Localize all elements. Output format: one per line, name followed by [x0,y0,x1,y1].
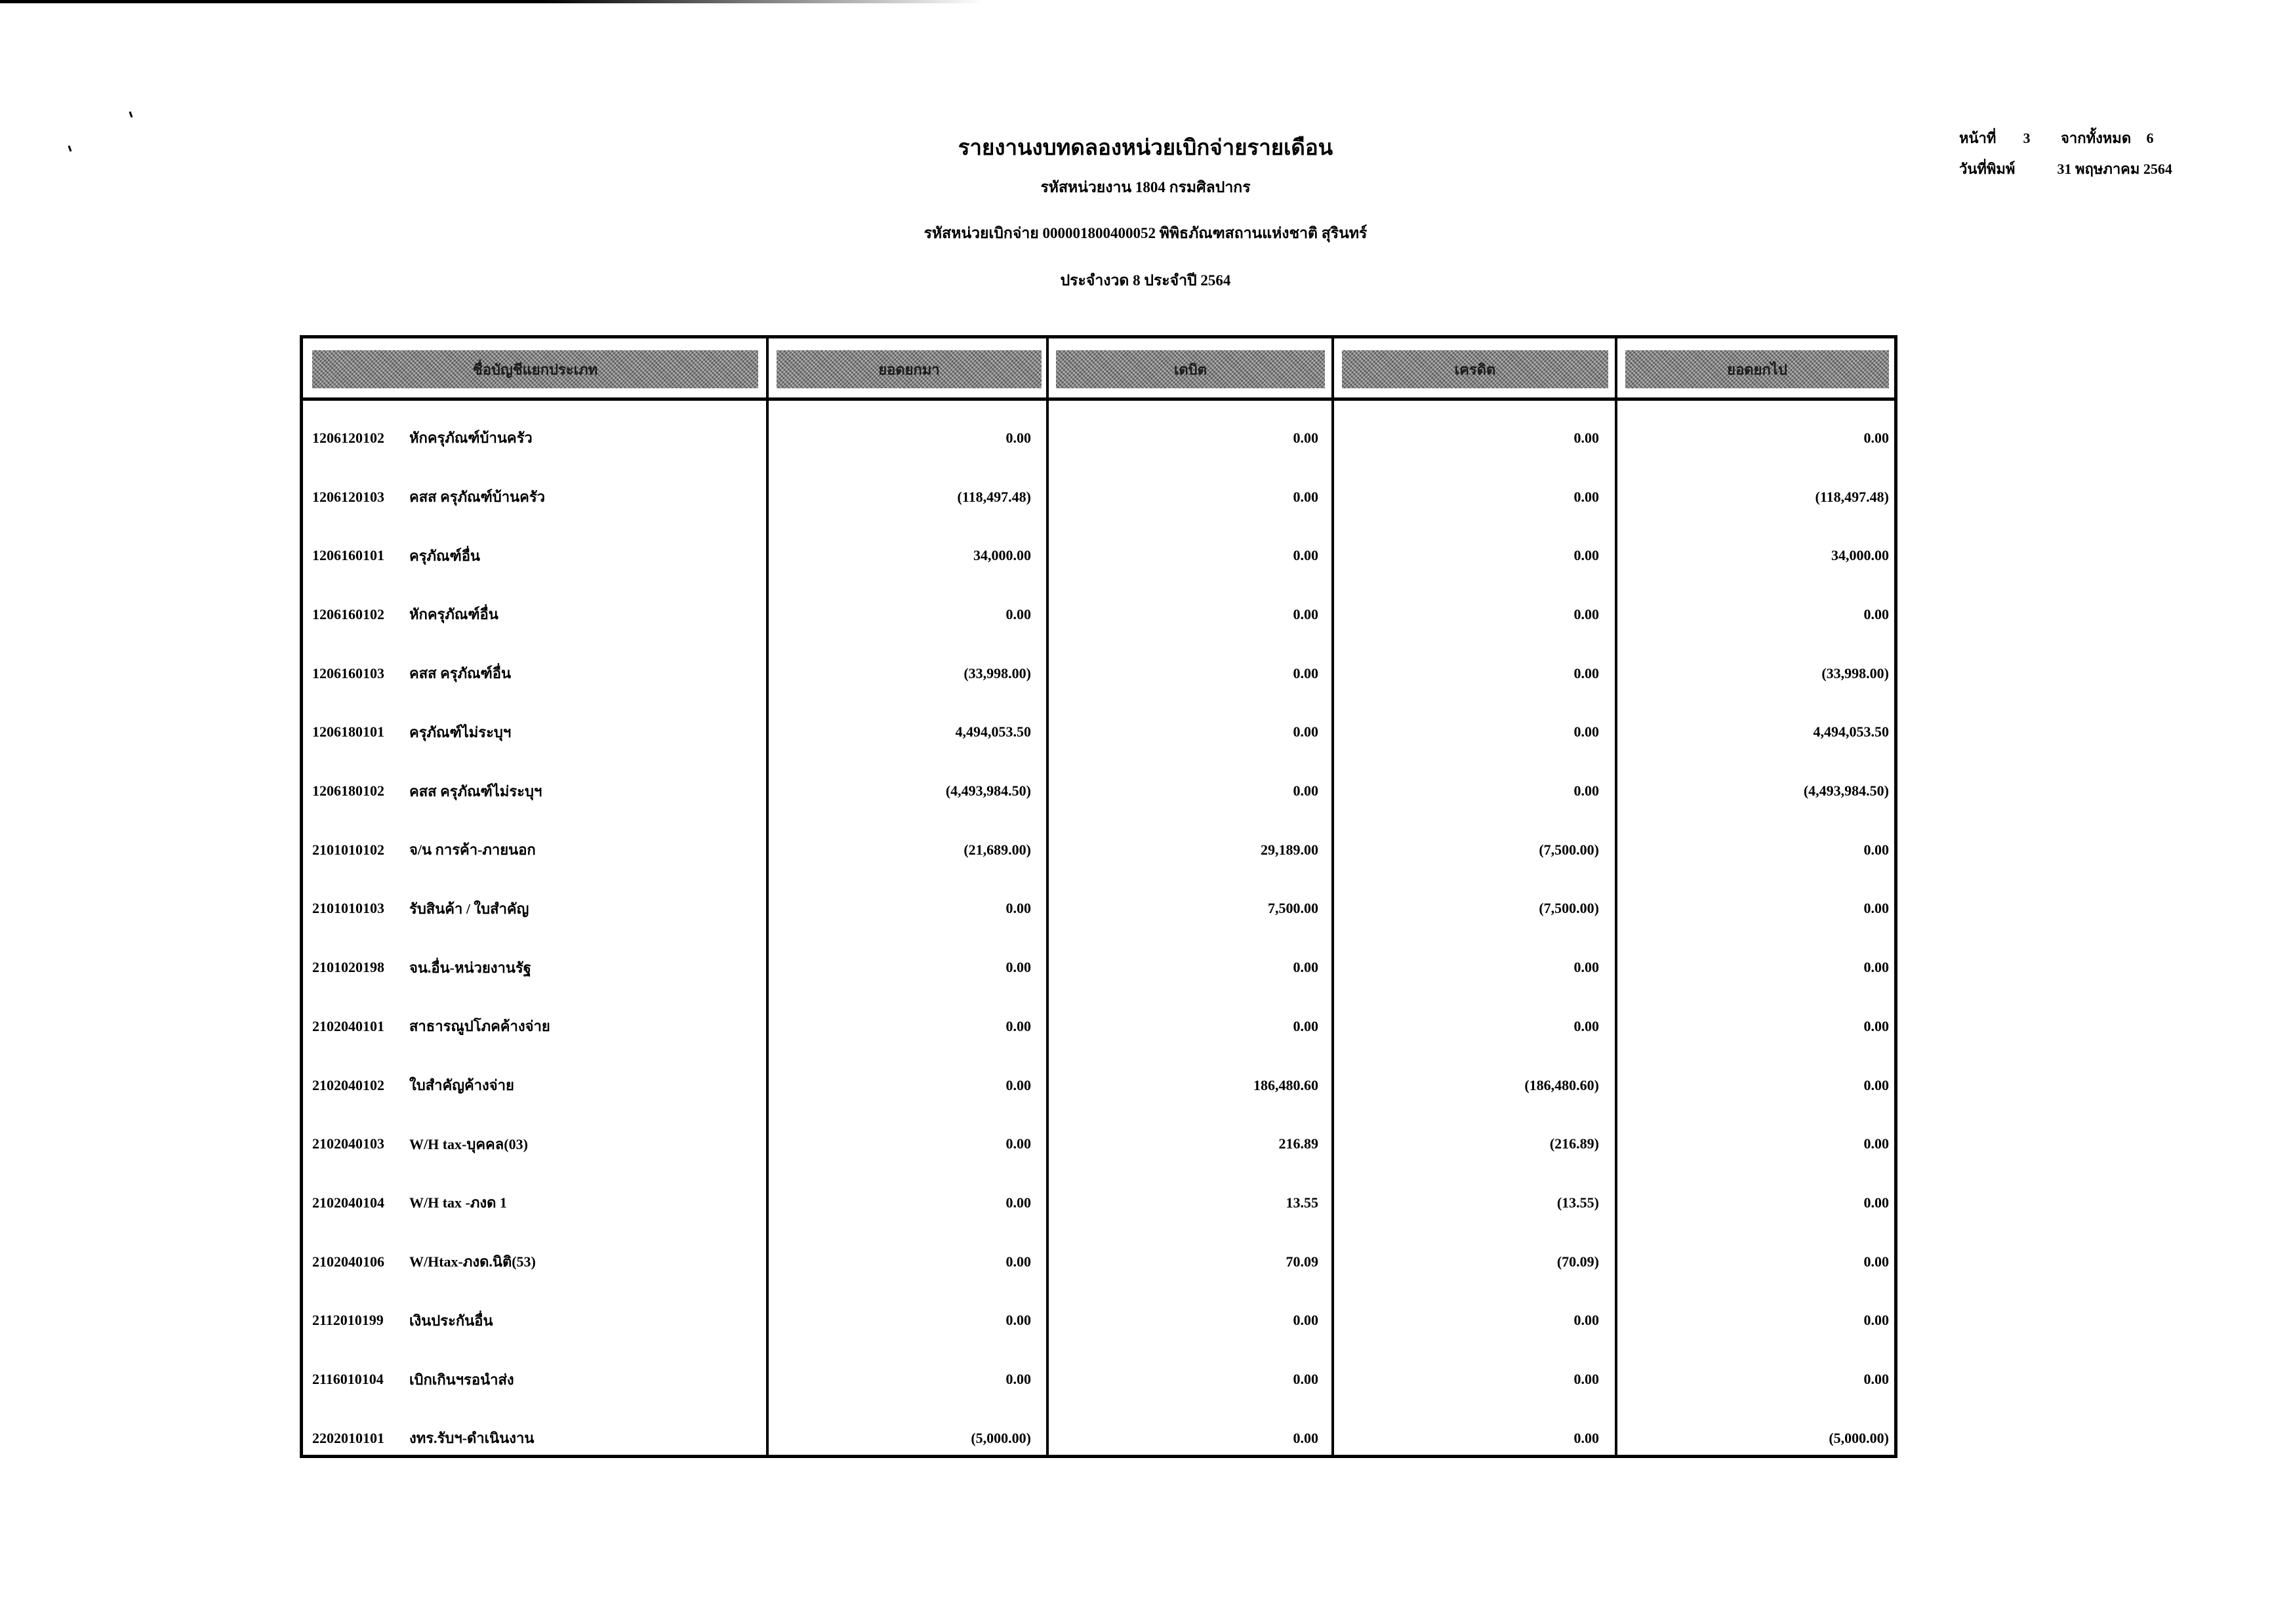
cell-opening: 4,494,053.50 [955,723,1031,741]
table-row [303,409,1894,468]
cell-name: W/H tax -ภงด 1 [409,1194,507,1211]
cell-debit: 0.00 [1293,605,1318,622]
cell-debit: 13.55 [1286,1194,1318,1211]
table-row [303,1056,1894,1115]
column-header-opening: ยอดยกมา [777,350,1042,388]
page-number: 3 [2023,130,2031,146]
cell-opening: 0.00 [1005,1312,1031,1329]
cell-code: 2101020198 [312,959,384,976]
table-row [303,880,1894,939]
header-divider [303,397,1894,401]
table-row [303,1291,1894,1350]
cell-code: 2101010103 [312,900,384,917]
cell-opening: (5,000.00) [971,1429,1031,1446]
cell-code: 2116010104 [312,1371,384,1388]
cell-name: เงินประกันอื่น [409,1312,493,1329]
cell-name: หักครุภัณฑ์อื่น [409,606,498,623]
cell-debit: 0.00 [1293,959,1318,976]
cell-debit: 29,189.00 [1261,841,1318,858]
cell-opening: (118,497.48) [957,488,1031,505]
table-row [303,644,1894,703]
cell-name: จน.อื่น-หน่วยงานรัฐ [409,959,531,976]
cell-closing: 0.00 [1863,1253,1889,1270]
cell-closing: 0.00 [1863,841,1889,858]
total-label: จากทั้งหมด [2061,130,2132,146]
cell-credit: 0.00 [1573,1017,1599,1034]
cell-credit: (13.55) [1556,1194,1599,1211]
cell-opening: 0.00 [1005,1135,1031,1152]
scan-edge-artifact [0,0,984,3]
cell-credit: (7,500.00) [1539,900,1599,917]
cell-opening: (33,998.00) [963,664,1031,681]
table-row [303,1114,1894,1173]
cell-name: งทร.รับฯ-ดำเนินงาน [409,1430,535,1447]
cell-name: สาธารณูปโภคค้างจ่าย [409,1018,550,1035]
table-row [303,468,1894,527]
cell-debit: 0.00 [1293,1017,1318,1034]
department-line: รหัสหน่วยงาน 1804 กรมศิลปากร [1040,179,1251,195]
cell-debit: 0.00 [1293,1429,1318,1446]
table-row [303,1232,1894,1291]
cell-credit: (70.09) [1556,1253,1599,1270]
cell-code: 1206180101 [312,723,384,741]
cell-closing: 0.00 [1863,959,1889,976]
cell-debit: 216.89 [1278,1135,1318,1152]
cell-debit: 0.00 [1293,488,1318,505]
cell-debit: 70.09 [1286,1253,1318,1270]
cell-opening: 0.00 [1005,605,1031,622]
cell-closing: 0.00 [1863,429,1889,446]
column-header-debit: เดบิต [1056,350,1325,388]
cell-credit: 0.00 [1573,782,1599,800]
cell-code: 2101010102 [312,841,384,858]
cell-credit: (7,500.00) [1539,841,1599,858]
cell-code: 2102040101 [312,1017,384,1034]
column-header-account: ชื่อบัญชีแยกประเภท [312,350,758,388]
cell-closing: 0.00 [1863,1135,1889,1152]
table-row [303,938,1894,997]
print-date-label: วันที่พิมพ์ [1959,161,2016,177]
cell-code: 2102040103 [312,1135,384,1152]
cell-debit: 186,480.60 [1253,1076,1318,1093]
cell-debit: 0.00 [1293,1312,1318,1329]
cell-closing: 0.00 [1863,900,1889,917]
table-row [303,703,1894,762]
cell-credit: 0.00 [1573,723,1599,741]
cell-credit: 0.00 [1573,605,1599,622]
table-row [303,526,1894,585]
cell-closing: 0.00 [1863,1312,1889,1329]
cell-credit: 0.00 [1573,488,1599,505]
cell-name: รับสินค้า / ใบสำคัญ [409,900,529,917]
total-pages: 6 [2146,130,2154,146]
cell-opening: 0.00 [1005,429,1031,446]
cell-debit: 0.00 [1293,429,1318,446]
table-row [303,821,1894,880]
print-date: 31 พฤษภาคม 2564 [2057,161,2172,177]
cell-opening: 0.00 [1005,959,1031,976]
cell-code: 1206160101 [312,547,384,564]
cell-name: ใบสำคัญค้างจ่าย [409,1077,514,1094]
print-date-info [1959,157,2172,180]
page-info [1959,127,2154,150]
table-row [303,997,1894,1056]
cell-closing: (5,000.00) [1829,1429,1889,1446]
cell-name: ครุภัณฑ์ไม่ระบุฯ [409,723,512,741]
cell-opening: 0.00 [1005,1253,1031,1270]
cell-opening: 34,000.00 [973,547,1031,564]
cell-debit: 0.00 [1293,723,1318,741]
cell-name: W/H tax-บุคคล(03) [409,1135,528,1152]
cell-credit: 0.00 [1573,547,1599,564]
cell-name: หักครุภัณฑ์บ้านครัว [409,430,533,447]
cell-opening: (4,493,984.50) [945,782,1031,800]
cell-opening: 0.00 [1005,900,1031,917]
cell-credit: (186,480.60) [1524,1076,1599,1093]
table-row [303,1409,1894,1468]
cell-code: 1206120102 [312,429,384,446]
cell-closing: 34,000.00 [1831,547,1889,564]
cell-debit: 0.00 [1293,782,1318,800]
column-header-credit: เครดิต [1342,350,1608,388]
cell-closing: (4,493,984.50) [1803,782,1889,800]
cell-code: 1206180102 [312,782,384,800]
cell-debit: 0.00 [1293,1371,1318,1388]
table-row [303,585,1894,644]
cell-closing: 4,494,053.50 [1813,723,1889,741]
cell-name: ครุภัณฑ์อื่น [409,547,480,564]
cell-closing: 0.00 [1863,605,1889,622]
cell-credit: (216.89) [1549,1135,1599,1152]
cell-name: คสส ครุภัณฑ์อื่น [409,665,512,682]
cell-code: 2112010199 [312,1312,384,1329]
cell-opening: 0.00 [1005,1076,1031,1093]
cell-closing: (33,998.00) [1821,664,1889,681]
cell-code: 2102040104 [312,1194,384,1211]
cell-closing: 0.00 [1863,1371,1889,1388]
cell-debit: 0.00 [1293,664,1318,681]
cell-credit: 0.00 [1573,1371,1599,1388]
cell-name: คสส ครุภัณฑ์บ้านครัว [409,489,546,506]
table-row [303,1350,1894,1409]
cell-debit: 7,500.00 [1268,900,1318,917]
cell-debit: 0.00 [1293,547,1318,564]
cell-code: 2202010101 [312,1429,384,1446]
cell-code: 1206160102 [312,605,384,622]
cell-code: 1206160103 [312,664,384,681]
cell-opening: 0.00 [1005,1017,1031,1034]
page-label: หน้าที่ [1959,130,1997,146]
table-row [303,761,1894,821]
cell-credit: 0.00 [1573,664,1599,681]
cell-name: W/Htax-ภงด.นิติ(53) [409,1253,536,1270]
cell-name: จ/น การค้า-ภายนอก [409,842,536,859]
cell-opening: 0.00 [1005,1194,1031,1211]
period-line: ประจำงวด 8 ประจำปี 2564 [1060,272,1231,289]
cell-code: 2102040106 [312,1253,384,1270]
table-row [303,1173,1894,1232]
scan-speck [129,112,133,117]
disbursing-unit-line: รหัสหน่วยเบิกจ่าย 000001800400052 พิพิธภัณฑสถานแห่งชาติ สุรินทร์ [923,225,1368,241]
report-title: รายงานงบทดลองหน่วยเบิกจ่ายรายเดือน [958,136,1333,160]
cell-name: เบิกเกินฯรอนำส่ง [409,1371,514,1388]
cell-name: คสส ครุภัณฑ์ไม่ระบุฯ [409,782,542,800]
cell-credit: 0.00 [1573,429,1599,446]
cell-code: 2102040102 [312,1076,384,1093]
cell-closing: (118,497.48) [1815,488,1889,505]
cell-credit: 0.00 [1573,1312,1599,1329]
cell-credit: 0.00 [1573,959,1599,976]
cell-closing: 0.00 [1863,1017,1889,1034]
cell-closing: 0.00 [1863,1194,1889,1211]
trial-balance-table [300,335,1897,1458]
cell-code: 1206120103 [312,488,384,505]
cell-opening: 0.00 [1005,1371,1031,1388]
column-header-closing: ยอดยกไป [1625,350,1889,388]
cell-closing: 0.00 [1863,1076,1889,1093]
cell-credit: 0.00 [1573,1429,1599,1446]
cell-opening: (21,689.00) [963,841,1031,858]
